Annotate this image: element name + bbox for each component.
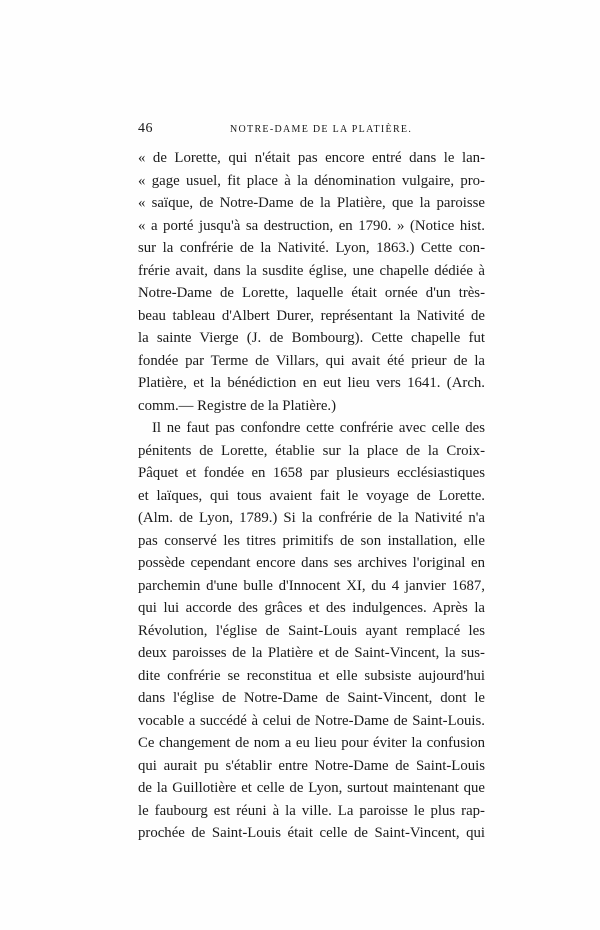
text-line: beau tableau d'Albert Durer, représentant la Nativité de (138, 307, 485, 324)
text-line: fondée par Terme de Villars, qui avait été prieur de la (138, 352, 485, 369)
text-line: et laïques, qui tous avaient fait le voyage de Lorette. (138, 487, 485, 504)
text-line: dans l'église de Notre-Dame de Saint-Vincent, dont le (138, 690, 485, 706)
text-line: « gage usuel, fit place à la dénomination vulgaire, pro- (138, 172, 485, 189)
text-line: Notre-Dame de Lorette, laquelle était ornée d'un très- (138, 285, 485, 301)
text-line: dite confrérie se reconstitua et elle subsiste aujourd'hui (138, 667, 485, 684)
page-header (138, 121, 488, 137)
text-line: la sainte Vierge (J. de Bombourg). Cette chapelle fut (138, 330, 485, 346)
text-line: frérie avait, dans la susdite église, une chapelle dédiée à (138, 262, 485, 279)
text-line: qui lui accorde des grâces et des indulgences. Après la (138, 600, 485, 616)
text-line: Révolution, l'église de Saint-Louis ayant remplacé les (138, 622, 485, 639)
text-line: de la Guillotière et celle de Lyon, surtout maintenant que (138, 780, 485, 796)
body-text (138, 147, 485, 845)
text-line: comm.— Registre de la Platière.) (138, 397, 337, 414)
text-line: Ce changement de nom a eu lieu pour éviter la confusion (138, 735, 485, 751)
text-line: Pâquet et fondée en 1658 par plusieurs ecclésiastiques (138, 465, 485, 481)
running-title: NOTRE-DAME DE LA PLATIÈRE. (230, 124, 413, 135)
text-line: « saïque, de Notre-Dame de la Platière, que la paroisse (138, 195, 485, 211)
text-line: prochée de Saint-Louis était celle de Saint-Vincent, qui (138, 825, 485, 841)
text-line: pas conservé les titres primitifs de son installation, elle (138, 532, 485, 549)
text-line: deux paroisses de la Platière et de Saint-Vincent, la sus- (138, 645, 485, 661)
text-line: vocable a succédé à celui de Notre-Dame de Saint-Louis. (138, 712, 485, 729)
paragraph-start-line: Il ne faut pas confondre cette confrérie avec celle des (152, 420, 485, 436)
text-line: parchemin d'une bulle d'Innocent XI, du 4 janvier 1687, (138, 577, 485, 594)
text-line: sur la confrérie de la Nativité. Lyon, 1863.) Cette con- (138, 240, 485, 256)
text-line: Platière, et la bénédiction en eut lieu vers 1641. (Arch. (138, 375, 485, 391)
text-line: qui aurait pu s'établir entre Notre-Dame de Saint-Louis (138, 757, 485, 774)
text-line: possède cependant encore dans ses archives l'original en (138, 555, 485, 571)
text-line: « a porté jusqu'à sa destruction, en 1790. » (Notice hist. (138, 217, 485, 234)
text-line: le faubourg est réuni à la ville. La paroisse le plus rap- (138, 802, 485, 819)
text-line: « de Lorette, qui n'était pas encore entré dans le lan- (138, 150, 485, 166)
text-line: pénitents de Lorette, établie sur la place de la Croix- (138, 442, 485, 459)
text-line: (Alm. de Lyon, 1789.) Si la confrérie de la Nativité n'a (138, 510, 485, 526)
page-number: 46 (138, 121, 153, 136)
